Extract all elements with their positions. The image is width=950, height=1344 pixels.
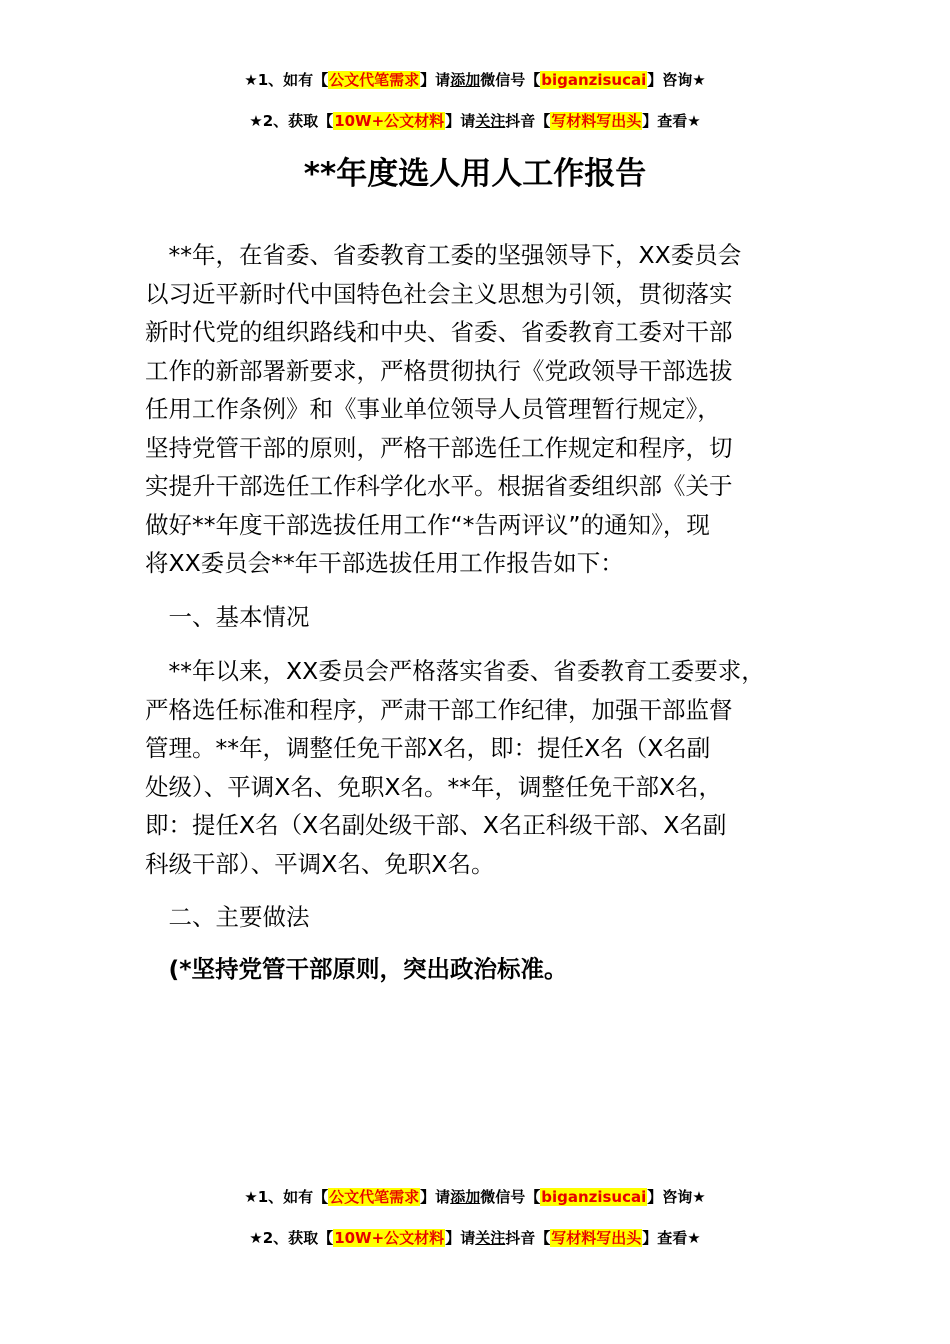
banner-text: 】请 (420, 71, 451, 89)
paragraph-line: 坚持党管干部的原则，严格干部选任工作规定和程序，切 (145, 433, 733, 462)
banner-underline: 关注 (475, 1229, 506, 1247)
banner-highlight: 10W+公文材料 (334, 112, 445, 130)
banner-underline: 添加 (450, 71, 481, 89)
banner-bottom-line-1 (0, 1187, 950, 1207)
paragraph-line: 新时代党的组织路线和中央、省委、省委教育工委对干部 (145, 318, 733, 346)
banner-highlight: 写材料写出头 (551, 1229, 642, 1247)
paragraph-line: 严格选任标准和程序，严肃干部工作纪律，加强干部监督 (145, 695, 733, 724)
banner-text: 微信号【 (480, 1188, 541, 1206)
paragraph-line: 科级干部）、平调X名、免职X名。 (145, 849, 495, 878)
banner-text: 抖音【 (505, 112, 551, 130)
banner-highlight: 10W+公文材料 (334, 1229, 445, 1247)
banner-text: ★2、获取【 (249, 1229, 334, 1247)
basic-situation-paragraph (145, 652, 845, 883)
banner-text: 】咨询★ (647, 71, 706, 89)
banner-text: 】咨询★ (647, 1188, 706, 1206)
banner-text: 微信号【 (480, 71, 541, 89)
banner-text: ★1、如有【 (244, 71, 329, 89)
banner-top-line-1 (0, 70, 950, 90)
paragraph-line: 将XX委员会**年干部选拔任用工作报告如下： (145, 549, 624, 577)
intro-paragraph (145, 236, 845, 583)
banner-highlight: 公文代笔需求 (329, 71, 420, 89)
banner-text: 】请 (420, 1188, 451, 1206)
banner-text: 】查看★ (642, 112, 701, 130)
banner-text: ★1、如有【 (244, 1188, 329, 1206)
subsection-heading (145, 950, 845, 989)
banner-top-line-2 (0, 111, 950, 131)
paragraph-line: 实提升干部选任工作科学化水平。根据省委组织部《关于 (145, 472, 733, 500)
banner-highlight: 公文代笔需求 (329, 1188, 420, 1206)
banner-text: ★2、获取【 (249, 112, 334, 130)
paragraph-line: 以习近平新时代中国特色社会主义思想为引领，贯彻落实 (145, 279, 733, 308)
heading-text: 二、主要做法 (145, 903, 310, 931)
paragraph-line: 处级）、平调X名、免职X名。**年，调整任免干部X名， (145, 772, 723, 801)
banner-highlight: 写材料写出头 (551, 112, 642, 130)
paragraph-line: 工作的新部署新要求，严格贯彻执行《党政领导干部选拔 (145, 356, 733, 385)
paragraph-line: 管理。**年，调整任免干部X名，即：提任X名（X名副 (145, 734, 711, 762)
banner-underline: 关注 (475, 112, 506, 130)
banner-bottom-line-2 (0, 1228, 950, 1248)
banner-highlight: biganzisucai (541, 71, 647, 89)
paragraph-line: 做好**年度干部选拔任用工作“*告两评议”的通知》，现 (145, 510, 710, 539)
paragraph-line: **年，在省委、省委教育工委的坚强领导下，XX委员会 (145, 241, 742, 269)
heading-text: (*坚持党管干部原则，突出政治标准。 (145, 955, 568, 983)
section-heading-basic (145, 598, 845, 637)
banner-text: 】查看★ (642, 1229, 701, 1247)
banner-text: 】请 (445, 112, 476, 130)
heading-text: 一、基本情况 (145, 603, 310, 631)
paragraph-line: **年以来，XX委员会严格落实省委、省委教育工委要求， (145, 657, 765, 685)
section-heading-practices (145, 898, 845, 937)
banner-text: 】请 (445, 1229, 476, 1247)
paragraph-line: 即：提任X名（X名副处级干部、X名正科级干部、X名副 (145, 811, 727, 839)
banner-highlight: biganzisucai (541, 1188, 647, 1206)
banner-text: 抖音【 (505, 1229, 551, 1247)
document-title: **年度选人用人工作报告 (303, 156, 647, 192)
banner-underline: 添加 (450, 1188, 481, 1206)
paragraph-line: 任用工作条例》和《事业单位领导人员管理暂行规定》， (145, 395, 721, 423)
